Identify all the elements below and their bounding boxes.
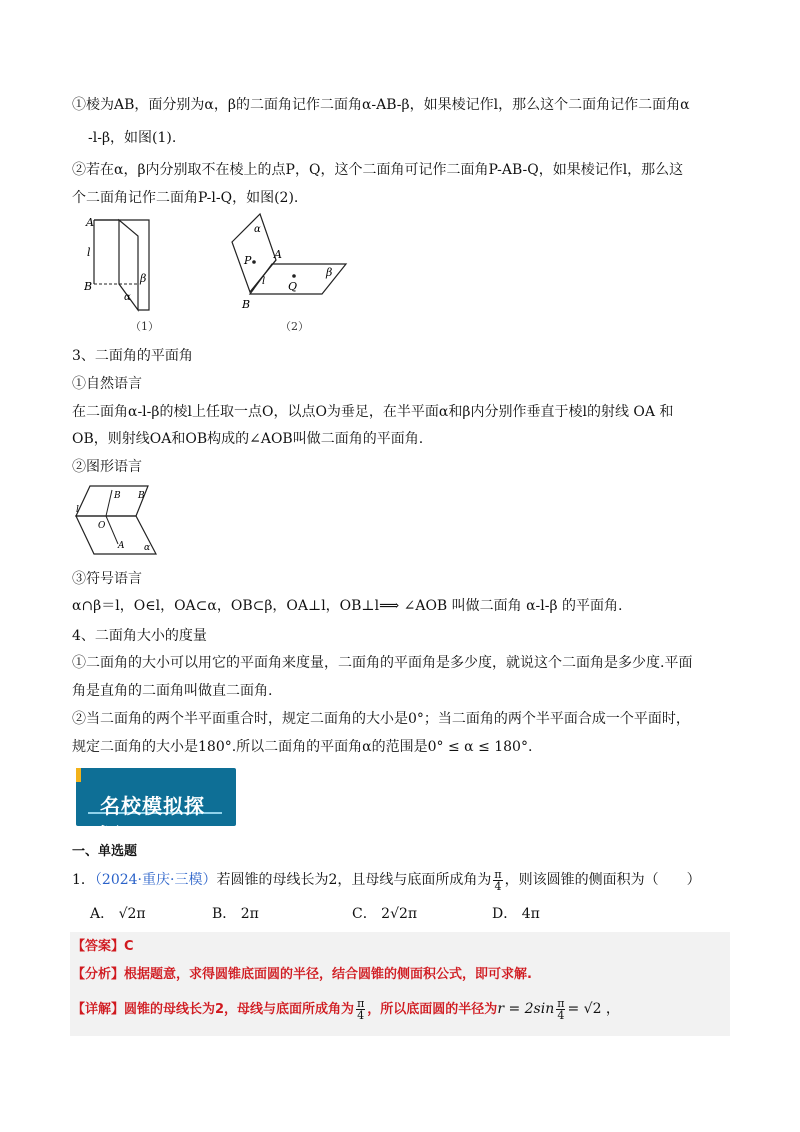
question-source: （2024·重庆·三模） [94,872,217,888]
question-stem-a: 若圆锥的母线长为2，且母线与底面所成角为 [216,872,492,888]
sec3-sub1-line2: OB，则射线OA和OB构成的∠AOB叫做二面角的平面角. [72,431,424,447]
detail-formula-a: r = 2sin [497,1001,555,1017]
question-stem-b: ，则该圆锥的侧面积为（ ） [504,872,701,888]
banner-accent [76,768,81,782]
sec3-title: 3、二面角的平面角 [72,348,193,364]
question-number: 1． [72,872,95,888]
para2-line2: 个二面角记作二面角P-l-Q，如图(2). [72,190,299,206]
detail-frac2-den: 4 [557,1008,565,1022]
fig1-label-l: l [87,246,91,259]
detail-fraction-1 [356,998,365,1021]
section-banner [76,768,236,847]
fig2-label-A: A [274,248,282,261]
fig3-label-A: A [118,541,125,551]
analysis-tag: 【分析】 [72,967,125,982]
figure-1-svg [84,212,164,312]
figure-2-caption: （2） [280,320,309,333]
option-a[interactable] [90,904,146,924]
fig2-label-l: l [262,276,266,287]
figure-1-caption: （1） [130,320,159,333]
fig2-label-beta: β [326,266,333,279]
sec3-sub3-line1: α∩β＝l，O∈l，OA⊂α，OB⊂β，OA⊥l，OB⊥l⟹ ∠AOB 叫做二面角 α-l-β 的平面角. [72,598,623,614]
detail-tag: 【详解】 [72,1002,125,1017]
fig3-label-l: l [76,505,79,515]
option-c-letter: C． [352,906,377,922]
option-d[interactable] [492,904,540,924]
sec4-line1: ①二面角的大小可以用它的平面角来度量，二面角的平面角是多少度，就说这个二面角是多少度.平面 [72,655,693,671]
sec4-title: 4、二面角大小的度量 [72,628,207,644]
fig1-label-A: A [86,216,94,229]
figure-2 [224,210,354,314]
sec3-sub2: ②图形语言 [72,459,142,475]
analysis-line [72,964,532,985]
answer-line [72,936,134,957]
fig3-label-B2: B [138,491,145,501]
sec4-line3: ②当二面角的两个半平面重合时，规定二面角的大小是0°；当二面角的两个半平面合成一个平面时， [72,711,690,727]
option-d-letter: D． [492,906,518,922]
question-fraction [493,869,502,892]
sec4-line2: 角是直角的二面角叫做直二面角. [72,683,273,699]
option-c[interactable] [352,904,417,924]
option-b-letter: B． [212,906,237,922]
detail-frac1-num: π [357,996,365,1010]
sec3-sub1-line1: 在二面角α-l-β的棱l上任取一点O，以点O为垂足，在半平面α和β内分别作垂直于棱l的射线 OA 和 [72,404,674,420]
detail-line [72,994,620,1025]
question-frac-num: π [494,867,502,881]
fig3-label-O: O [98,521,106,531]
section-title: 一、单选题 [72,844,138,859]
sec3-sub1: ①自然语言 [72,376,142,392]
fig3-label-alpha: α [144,543,151,553]
fig2-label-alpha: α [254,224,261,235]
detail-fraction-2 [556,998,565,1021]
figure-3-svg [72,482,162,562]
para1-line2: -l-β，如图(1). [88,130,177,146]
banner-inner [88,780,222,847]
option-d-text: 4π [521,906,540,922]
detail-frac1-den: 4 [357,1008,365,1022]
figure-3 [72,482,162,562]
fig2-label-Q: Q [288,280,298,293]
fig3-label-B1: B [114,491,121,501]
fig2-label-P: P [244,254,252,267]
detail-text-a: 圆锥的母线长为2，母线与底面所成角为 [124,1002,355,1017]
para2-line1: ②若在α，β内分别取不在棱上的点P，Q，这个二面角可记作二面角P-AB-Q，如果棱记作l，那么这 [72,162,684,178]
option-b-text: 2π [240,906,259,922]
detail-frac2-num: π [557,996,565,1010]
question-frac-den: 4 [494,879,502,893]
fig1-label-beta: β [140,272,147,285]
figure-2-svg [224,210,354,314]
option-c-text: 2√2π [381,906,418,922]
detail-text-b: ，所以底面圆的半径为 [367,1002,498,1017]
option-a-text: √2π [118,906,146,922]
fig1-label-B: B [84,280,93,293]
analysis-text: 根据题意，求得圆锥底面圆的半径，结合圆锥的侧面积公式，即可求解. [124,967,532,982]
option-a-letter: A． [90,906,115,922]
question-1 [72,866,701,894]
banner-title: 名校模拟探源 [100,794,205,847]
detail-formula-b: = √2 ， [567,1001,620,1017]
fig1-label-alpha: α [124,292,131,303]
answer-value: C [124,939,134,954]
sec3-sub3: ③符号语言 [72,571,142,587]
figure-1 [84,212,164,312]
fig2-label-B: B [242,298,251,311]
option-b[interactable] [212,904,259,924]
para1-line1: ①棱为AB，面分别为α，β的二面角记作二面角α-AB-β，如果棱记作l，那么这个二面角记作二面角α [72,97,690,113]
sec4-line4: 规定二面角的大小是180°.所以二面角的平面角α的范围是0° ≤ α ≤ 180°. [72,739,533,755]
answer-tag: 【答案】 [72,939,125,954]
